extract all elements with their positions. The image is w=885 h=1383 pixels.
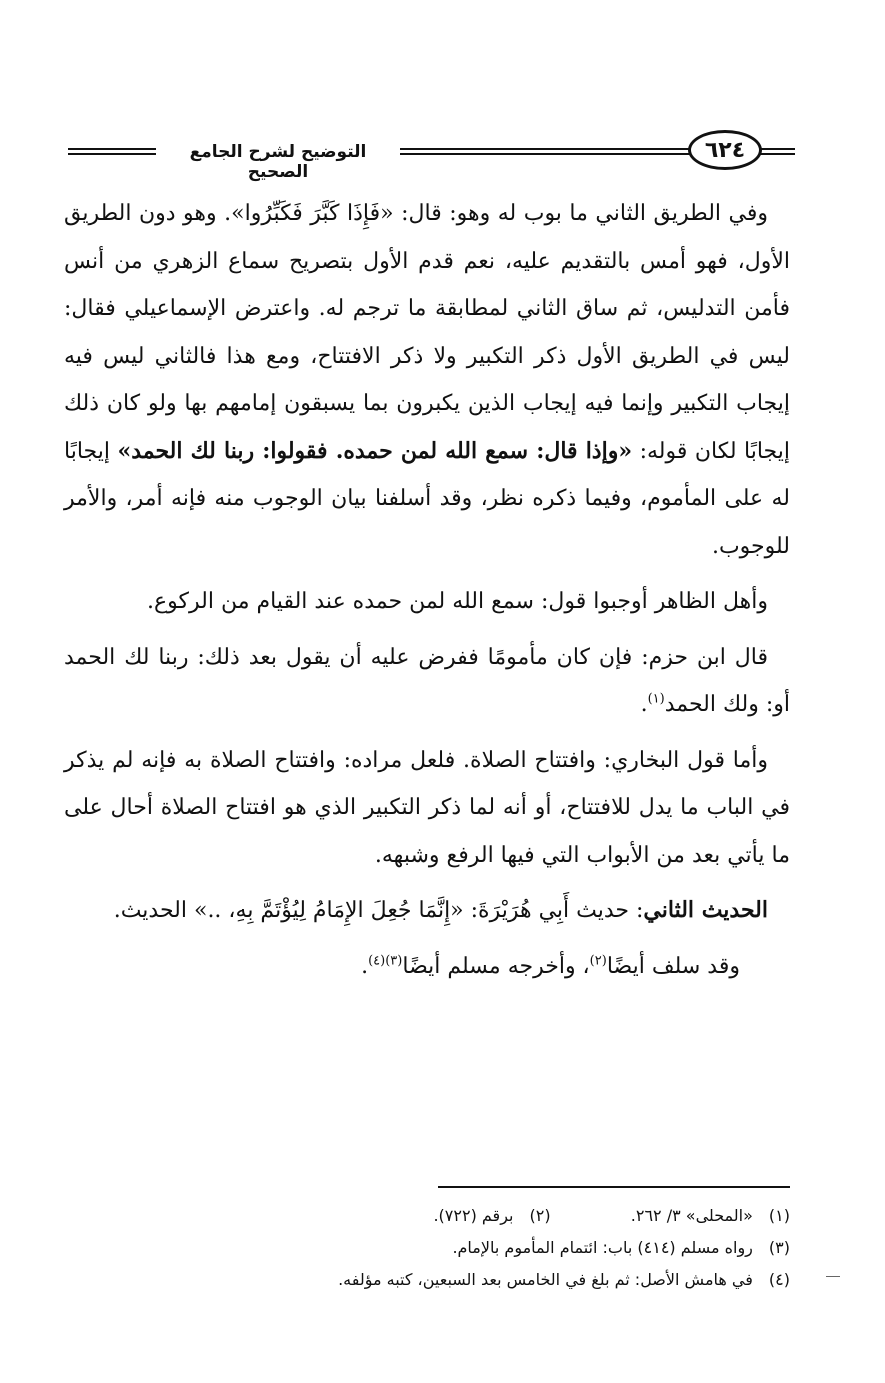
footnote-2-number: (٢) — [529, 1206, 551, 1225]
paragraph-6-text-c: . — [361, 953, 369, 979]
footnote-3-text: رواه مسلم (٤١٤) باب: ائتمام المأموم بالإمام. — [452, 1238, 753, 1257]
footnote-line-1 — [100, 1200, 790, 1232]
paragraph-4-text: وأما قول البخاري: وافتتاح الصلاة. فلعل مراده: وافتتاح الصلاة به فإنه لم يذكر في الباب ما يدل للافتتاح، أو أنه لما ذكر التكبير الذي هو افتتاح الصلاة أحال على ما يأتي بعد من الأبواب التي فيها الرفع وشبهه. — [64, 747, 790, 868]
margin-mark — [826, 1276, 840, 1277]
paragraph-1-end: إيجابًا له على المأموم، وفيما ذكره نظر، وقد أسلفنا بيان الوجوب منه فإنه أمر، والأمر للوجوب. — [64, 438, 790, 559]
hadith-quote: «وإذا قال: سمع الله لمن حمده. فقولوا: ربنا لك الحمد» — [117, 437, 633, 464]
footnote-line-3 — [100, 1232, 790, 1264]
hadith-heading: الحديث الثاني — [643, 897, 768, 923]
paragraph-6-text-b: ، وأخرجه مسلم أيضًا — [402, 953, 590, 979]
paragraph-3-end: . — [640, 692, 648, 717]
footnote-4-text: في هامش الأصل: ثم بلغ في الخامس بعد السبعين، كتبه مؤلفه. — [338, 1270, 753, 1289]
main-text — [64, 190, 790, 998]
paragraph-1-text: وفي الطريق الثاني ما بوب له وهو: قال: «فَإِذَا كَبَّرَ فَكَبِّرُوا». وهو دون الطريق الأول، فهو أمس بالتقديم عليه، نعم قدم الأول بتصريح سماع الزهري من أنس فأمن التدليس، ثم ساق الثاني لمطابقة ما ترجم له. واعترض الإسماعيلي فقال: ليس في الطريق الأول ذكر التكبير ولا ذكر الافتتاح، ومع هذا فالثاني ليس فيه إيجاب التكبير وإنما فيه إيجاب الذين يكبرون بما يسبقون إمامهم بها ولو كان ذلك إيجابًا لكان قوله: — [64, 201, 790, 464]
book-title: التوضيح لشرح الجامع الصحيح — [189, 142, 367, 182]
running-header — [60, 128, 795, 182]
page-number: ٦٢٤ — [688, 130, 762, 170]
footnote-3-number: (٣) — [768, 1238, 790, 1257]
paragraph-2 — [64, 578, 790, 626]
footnote-ref-2[interactable]: (٢) — [589, 953, 607, 969]
footnote-4-number: (٤) — [768, 1270, 790, 1289]
header-rule-middle — [400, 148, 690, 155]
paragraph-4 — [64, 737, 790, 880]
footnote-separator — [438, 1186, 790, 1188]
footnote-line-4 — [100, 1264, 790, 1296]
paragraph-1 — [64, 190, 790, 570]
footnote-1-text: «المحلى» ٣/ ٢٦٢. — [630, 1206, 753, 1225]
header-rule-right — [760, 148, 795, 155]
paragraph-3-text: قال ابن حزم: فإن كان مأمومًا ففرض عليه أن يقول بعد ذلك: ربنا لك الحمد أو: ولك الحمد — [64, 644, 790, 717]
paragraph-2-text: وأهل الظاهر أوجبوا قول: سمع الله لمن حمده عند القيام من الركوع. — [147, 589, 768, 614]
footnote-1-number: (١) — [768, 1206, 790, 1225]
footnote-2-text: برقم (٧٢٢). — [433, 1206, 514, 1225]
footnote-ref-1[interactable]: (١) — [647, 691, 665, 707]
paragraph-6 — [64, 943, 790, 991]
paragraph-5 — [64, 887, 790, 935]
paragraph-6-text-a: وقد سلف أيضًا — [606, 953, 740, 979]
header-rule-left — [68, 148, 156, 155]
footnote-ref-3-4[interactable]: (٣)(٤) — [368, 953, 403, 969]
paragraph-5-text: : حديث أَبِي هُرَيْرَةَ: «إِنَّمَا جُعِلَ الإِمَامُ لِيُؤْتَمَّ بِهِ، ..» الحديث. — [113, 898, 644, 923]
footnotes — [100, 1200, 790, 1296]
paragraph-3 — [64, 634, 790, 729]
